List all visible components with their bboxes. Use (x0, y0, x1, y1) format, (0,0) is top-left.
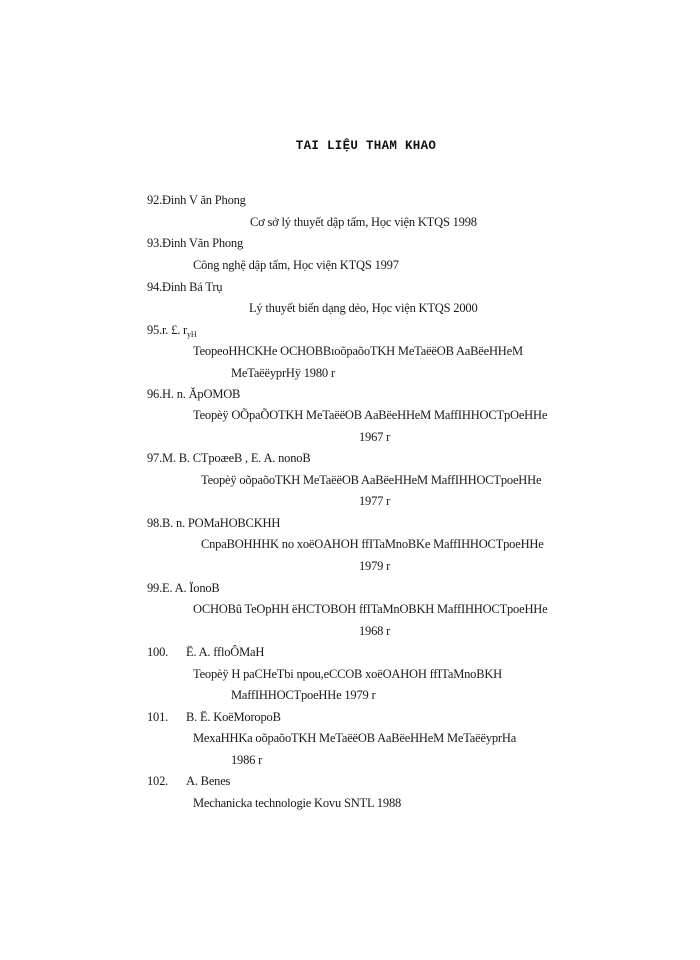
reference-96-year: 1967 r (359, 430, 391, 444)
reference-author: H. n. ĂpOMOB (162, 387, 241, 401)
reference-99-title: OCHOBû TeOpHH ëHCTOBOH ffITaMnOBKH MaffIHHOCTpoeHHe (193, 602, 548, 616)
reference-102-author: A. Benes (186, 774, 231, 788)
reference-author-subscript: yH (187, 330, 197, 339)
reference-97-title: Teopèÿ oõpaõoTKH MeTaëëOB AaBëeHHeM MaffIHHOCTpoeHHe (201, 473, 542, 487)
reference-95-author-line (147, 322, 196, 343)
reference-100-number: 100. (147, 645, 169, 659)
reference-98-title: CnpaBOHHHK no xoëOAHOH ffITaMnoBKe MaffIHHOCTpoeHHe (201, 537, 544, 551)
reference-number: 93. (147, 236, 163, 250)
reference-101-number: 101. (147, 710, 169, 724)
reference-number: 99. (147, 581, 163, 595)
reference-96-title: Teopèÿ OÕpaÕOTKH MeTaëëOB AaBëeHHeM MaffIHHOCTpOeHHe (193, 408, 548, 422)
reference-92-author-line (147, 192, 246, 208)
reference-100-title: Teopèÿ H paCHeTbi npou,eCCOB xoëOAHOH ffITaMnoBKH (193, 667, 503, 681)
reference-author: Đinh Văn Phong (162, 236, 244, 250)
reference-number: 94. (147, 280, 163, 294)
reference-101-year: 1986 r (231, 753, 263, 767)
reference-97-author-line (147, 450, 310, 466)
reference-number: 96. (147, 387, 163, 401)
reference-number: 95. (147, 323, 163, 337)
reference-97-year: 1977 r (359, 494, 391, 508)
reference-96-author-line (147, 386, 240, 402)
reference-93-title: Công nghệ dập tấm, Học viện KTQS 1997 (193, 258, 399, 272)
reference-94-author-line (147, 279, 222, 295)
reference-author: Đinh V ăn Phong (162, 193, 246, 207)
reference-number: 98. (147, 516, 163, 530)
reference-98-author-line (147, 515, 280, 531)
reference-100-title-cont: MaffIHHOCTpoeHHe 1979 r (231, 688, 376, 702)
reference-author: Đinh Bá Trụ (162, 280, 223, 294)
reference-102-number: 102. (147, 774, 169, 788)
reference-author: r. £. r (162, 323, 188, 337)
reference-99-author-line (147, 580, 220, 596)
reference-94-title: Lý thuyết biến dạng dẻo, Học viện KTQS 2000 (249, 301, 478, 315)
reference-author: E. A. ÏonoB (162, 581, 220, 595)
reference-93-author-line (147, 235, 243, 251)
reference-99-year: 1968 r (359, 624, 391, 638)
reference-95-title: TeopeoHHCKHe OCHOBBıoõpaõoTKH MeTaëëOB AaBëeHHeM (193, 344, 523, 358)
reference-author: M. B. CTpoæeB , E. A. nonoB (162, 451, 311, 465)
reference-95-title-cont: MeTaëëyprHÿ 1980 r (231, 366, 335, 380)
reference-92-title: Cơ sở lý thuyết dập tấm, Học viện KTQS 1998 (250, 215, 477, 229)
reference-101-title: MexaHHKa oõpaõoTKH MeTaëëOB AaBëeHHeM MeTaëëyprHa (193, 731, 517, 745)
page-title: TAI LIỆU THAM KHAO (295, 139, 437, 153)
reference-101-author: B. Ë. KoëMoropoB (186, 710, 281, 724)
reference-102-title: Mechanicka technologie Kovu SNTL 1988 (193, 796, 402, 810)
reference-100-author: Ë. A. ffloÔMaH (186, 645, 265, 659)
reference-number: 97. (147, 451, 163, 465)
reference-98-year: 1979 r (359, 559, 391, 573)
reference-number: 92. (147, 193, 163, 207)
reference-author: B. n. POMaHOBCKHH (162, 516, 281, 530)
